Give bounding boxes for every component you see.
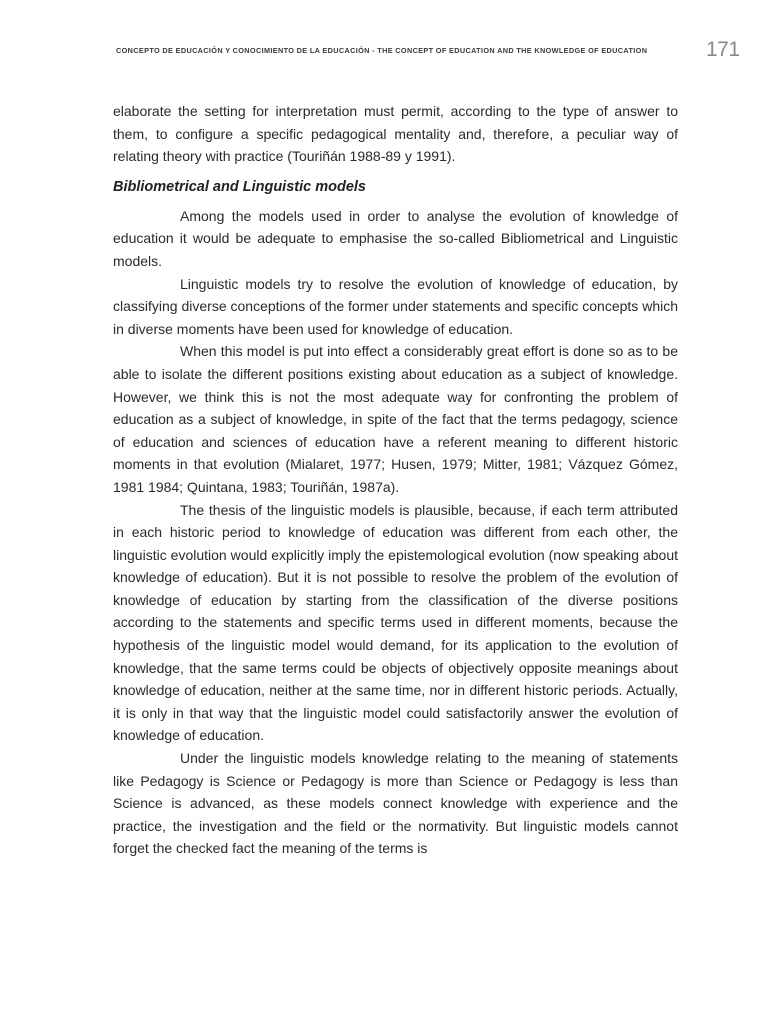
running-header: CONCEPTO DE EDUCACIÓN Y CONOCIMIENTO DE LA EDUCACIÓN - THE CONCEPT OF EDUCATION AND THE KNOWLEDGE OF EDUCATION xyxy=(116,46,648,55)
section-heading: Bibliometrical and Linguistic models xyxy=(113,178,366,195)
paragraph: Under the linguistic models knowledge relating to the meaning of statements like Pedagogy is Science or Pedagogy is more than Science or Pedagogy is less than Science is advanced, as these models connect knowledge with experience and the practice, the investigation and the field or the normativity. But linguistic models cannot forget the checked fact the meaning of the terms is xyxy=(113,750,678,857)
paragraph: Among the models used in order to analyse the evolution of knowledge of education it would be adequate to emphasise the so-called Bibliometrical and Linguistic models. xyxy=(113,207,678,269)
intro-paragraph: elaborate the setting for interpretation must permit, according to the type of answer to them, to configure a specific pedagogical mentality and, therefore, a peculiar way of relating theory with practice (Touriñán 1988-89 y 1991). xyxy=(113,103,678,165)
paragraph: When this model is put into effect a considerably great effort is done so as to be able to isolate the different positions existing about education as a subject of knowledge. However, we think this is not the most adequate way for confronting the problem of education as a subject of knowledge, in spite of the fact that the terms pedagogy, science of education and sciences of education have a referent meaning to different historic moments in that evolution (Mialaret, 1977; Husen, 1979; Mitter, 1981; Vázquez Gómez, 1981 1984; Quintana, 1983; Touriñán, 1987a). xyxy=(113,343,678,495)
page-number: 171 xyxy=(706,38,740,61)
paragraph: The thesis of the linguistic models is plausible, because, if each term attributed in each historic period to knowledge of education was different from each other, the linguistic evolution would explicitly imply the epistemological evolution (now speaking about knowledge of education). But it is not possible to resolve the problem of the evolution of knowledge of education by starting from the classification of the diverse positions according to the statements and specific terms used in different moments, because the hypothesis of the linguistic model would demand, for its application to the evolution of knowledge, that the same terms could be objects of objectively opposite meanings about knowledge of education, neither at the same time, nor in different historic periods. Actually, it is only in that way that the linguistic model could satisfactorily answer the evolution of knowledge of education. xyxy=(113,501,678,744)
document-body xyxy=(113,100,678,860)
paragraph: Linguistic models try to resolve the evolution of knowledge of education, by classifying diverse conceptions of the former under statements and specific concepts which in diverse moments have been used for knowledge of education. xyxy=(113,275,678,337)
